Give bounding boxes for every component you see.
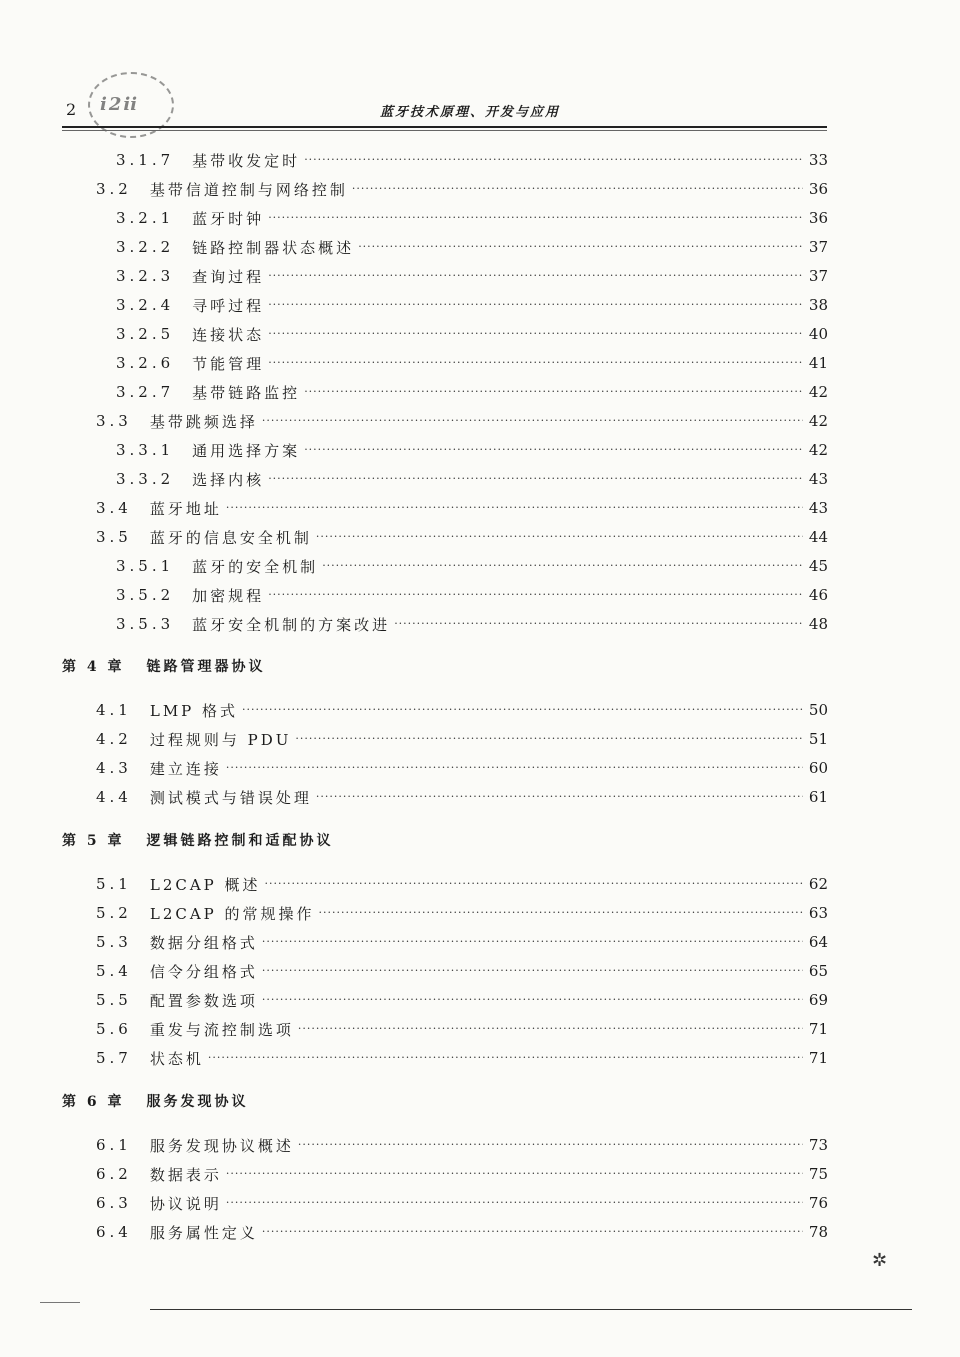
toc-entry-page: 41 bbox=[808, 354, 828, 372]
toc-entry bbox=[116, 322, 828, 346]
toc-entry-title: 状态机 bbox=[149, 1049, 204, 1068]
toc-entry-title: 节能管理 bbox=[192, 354, 265, 373]
toc-entry-title: 加密规程 bbox=[192, 586, 265, 605]
dot-leader bbox=[226, 1162, 803, 1186]
dot-leader bbox=[268, 583, 803, 607]
toc-entry bbox=[96, 409, 828, 433]
dot-leader bbox=[226, 496, 803, 520]
dot-leader bbox=[262, 930, 803, 954]
dot-leader bbox=[304, 148, 803, 172]
toc-entry-number: 3.2.3 bbox=[116, 267, 175, 285]
footer-rule bbox=[150, 1309, 912, 1310]
dot-leader bbox=[295, 727, 803, 751]
toc-entry bbox=[96, 1162, 828, 1186]
toc-entry bbox=[116, 438, 828, 462]
toc-entry-title: 配置参数选项 bbox=[149, 991, 258, 1010]
toc-entry-title: 测试模式与错误处理 bbox=[149, 788, 312, 807]
dot-leader bbox=[268, 467, 803, 491]
dot-leader bbox=[319, 901, 803, 925]
toc-entry-page: 42 bbox=[808, 383, 828, 401]
toc-entry-number: 4.3 bbox=[96, 759, 132, 777]
toc-entry-number: 3.5.3 bbox=[116, 615, 175, 633]
chapter-title: 逻辑链路控制和适配协议 bbox=[146, 833, 334, 849]
chapter-title: 链路管理器协议 bbox=[146, 659, 266, 675]
toc-entry-page: 45 bbox=[808, 557, 828, 575]
dot-leader bbox=[268, 293, 803, 317]
toc-entry-number: 5.3 bbox=[96, 933, 132, 951]
toc-entry-page: 40 bbox=[808, 325, 828, 343]
toc-entry-page: 61 bbox=[808, 788, 828, 806]
toc-entry-page: 33 bbox=[808, 151, 828, 169]
dot-leader bbox=[316, 525, 803, 549]
dot-leader bbox=[268, 322, 803, 346]
toc-entry-number: 3.1.7 bbox=[116, 151, 175, 169]
toc-entry-number: 3.2.1 bbox=[116, 209, 175, 227]
chapter-label: 第 5 章 bbox=[62, 833, 125, 849]
dot-leader bbox=[268, 264, 803, 288]
toc-entry bbox=[116, 612, 828, 636]
dot-leader bbox=[304, 438, 803, 462]
toc-entry bbox=[96, 930, 828, 954]
toc-entry-title: 基带收发定时 bbox=[192, 151, 301, 170]
toc-entry-title: 数据分组格式 bbox=[149, 933, 258, 952]
toc-entry-title: 寻呼过程 bbox=[192, 296, 265, 315]
toc-entry-page: 51 bbox=[808, 730, 828, 748]
dot-leader bbox=[226, 1191, 803, 1215]
toc-entry-page: 44 bbox=[808, 528, 828, 546]
running-header-title: 蓝牙技术原理、开发与应用 bbox=[379, 105, 560, 120]
toc-entry-page: 62 bbox=[808, 875, 828, 893]
toc-entry bbox=[116, 206, 828, 230]
toc-entry-page: 48 bbox=[808, 615, 828, 633]
library-stamp bbox=[88, 72, 174, 138]
toc-entry bbox=[116, 235, 828, 259]
dot-leader bbox=[304, 380, 803, 404]
toc-entry-page: 76 bbox=[808, 1194, 828, 1212]
toc-entry bbox=[116, 264, 828, 288]
toc-entry-title: 蓝牙安全机制的方案改进 bbox=[192, 615, 391, 634]
dot-leader bbox=[352, 177, 803, 201]
toc-entry bbox=[96, 727, 828, 751]
toc-entry-number: 3.2.5 bbox=[116, 325, 175, 343]
dot-leader bbox=[322, 554, 803, 578]
toc-entry bbox=[116, 583, 828, 607]
stamp-text: ⅰ2ⅱ bbox=[100, 94, 140, 115]
toc-entry-number: 3.3.2 bbox=[116, 470, 175, 488]
toc-entry bbox=[96, 901, 828, 925]
dot-leader bbox=[262, 959, 803, 983]
toc-entry-title: 重发与流控制选项 bbox=[149, 1020, 294, 1039]
toc-entry bbox=[116, 554, 828, 578]
dot-leader bbox=[226, 756, 803, 780]
toc-entry-page: 64 bbox=[808, 933, 828, 951]
toc-entry-number: 5.7 bbox=[96, 1049, 132, 1067]
toc-entry-page: 65 bbox=[808, 962, 828, 980]
chapter-heading bbox=[62, 830, 334, 850]
dot-leader bbox=[298, 1017, 803, 1041]
toc-entry-number: 3.3 bbox=[96, 412, 132, 430]
toc-entry-page: 43 bbox=[808, 499, 828, 517]
toc-entry-number: 3.5.2 bbox=[116, 586, 175, 604]
toc-entry-page: 37 bbox=[808, 267, 828, 285]
toc-entry-page: 43 bbox=[808, 470, 828, 488]
toc-entry-number: 3.2.4 bbox=[116, 296, 175, 314]
toc-entry-title: L2CAP 概述 bbox=[149, 875, 261, 894]
toc-entry-page: 69 bbox=[808, 991, 828, 1009]
dot-leader bbox=[358, 235, 803, 259]
toc-entry-title: 建立连接 bbox=[149, 759, 222, 778]
toc-entry bbox=[96, 1220, 828, 1244]
toc-entry bbox=[116, 293, 828, 317]
toc-entry-number: 5.2 bbox=[96, 904, 132, 922]
ink-blot-icon: ✲ bbox=[872, 1250, 888, 1271]
toc-entry-page: 63 bbox=[808, 904, 828, 922]
page-number: 2 bbox=[66, 100, 77, 119]
dot-leader bbox=[268, 351, 803, 375]
toc-entry-page: 42 bbox=[808, 441, 828, 459]
toc-entry bbox=[96, 698, 828, 722]
toc-entry-number: 5.5 bbox=[96, 991, 132, 1009]
scan-mark bbox=[40, 1302, 80, 1303]
toc-entry bbox=[96, 177, 828, 201]
dot-leader bbox=[298, 1133, 803, 1157]
toc-entry-number: 3.5.1 bbox=[116, 557, 175, 575]
toc-entry-title: 服务属性定义 bbox=[149, 1223, 258, 1242]
toc-entry-number: 3.2.7 bbox=[116, 383, 175, 401]
toc-entry-number: 3.2.2 bbox=[116, 238, 175, 256]
toc-entry-title: 过程规则与 PDU bbox=[149, 730, 292, 749]
toc-entry bbox=[116, 351, 828, 375]
toc-entry-page: 60 bbox=[808, 759, 828, 777]
toc-entry bbox=[96, 959, 828, 983]
toc-entry bbox=[96, 988, 828, 1012]
toc-entry-title: 基带信道控制与网络控制 bbox=[149, 180, 348, 199]
toc-entry-page: 36 bbox=[808, 180, 828, 198]
dot-leader bbox=[208, 1046, 803, 1070]
toc-entry-title: 选择内核 bbox=[192, 470, 265, 489]
toc-entry-number: 5.6 bbox=[96, 1020, 132, 1038]
toc-entry-title: 服务发现协议概述 bbox=[149, 1136, 294, 1155]
toc-entry-title: 通用选择方案 bbox=[192, 441, 301, 460]
toc-entry-title: 基带跳频选择 bbox=[149, 412, 258, 431]
toc-entry-title: L2CAP 的常规操作 bbox=[149, 904, 315, 923]
dot-leader bbox=[268, 206, 803, 230]
toc-entry-title: 蓝牙的安全机制 bbox=[192, 557, 319, 576]
dot-leader bbox=[242, 698, 803, 722]
toc-entry-number: 6.1 bbox=[96, 1136, 132, 1154]
toc-entry-page: 71 bbox=[808, 1020, 828, 1038]
toc-entry bbox=[96, 785, 828, 809]
toc-entry bbox=[96, 1046, 828, 1070]
toc-entry-title: 连接状态 bbox=[192, 325, 265, 344]
toc-entry-title: 链路控制器状态概述 bbox=[192, 238, 355, 257]
toc-entry-number: 3.2 bbox=[96, 180, 132, 198]
dot-leader bbox=[265, 872, 803, 896]
chapter-label: 第 6 章 bbox=[62, 1094, 125, 1110]
toc-entry-page: 38 bbox=[808, 296, 828, 314]
chapter-heading bbox=[62, 656, 266, 676]
toc-entry-title: LMP 格式 bbox=[149, 701, 239, 720]
toc-entry bbox=[96, 1017, 828, 1041]
toc-entry bbox=[96, 756, 828, 780]
toc-entry-title: 蓝牙地址 bbox=[149, 499, 222, 518]
header-rule-thin bbox=[62, 130, 827, 131]
dot-leader bbox=[394, 612, 803, 636]
toc-entry-page: 50 bbox=[808, 701, 828, 719]
toc-entry-title: 查询过程 bbox=[192, 267, 265, 286]
toc-entry-page: 37 bbox=[808, 238, 828, 256]
toc-entry-page: 75 bbox=[808, 1165, 828, 1183]
toc-entry-number: 5.4 bbox=[96, 962, 132, 980]
toc-entry bbox=[96, 1133, 828, 1157]
dot-leader bbox=[262, 988, 803, 1012]
toc-entry-title: 蓝牙时钟 bbox=[192, 209, 265, 228]
toc-entry-page: 71 bbox=[808, 1049, 828, 1067]
toc-entry-title: 基带链路监控 bbox=[192, 383, 301, 402]
toc-entry bbox=[116, 148, 828, 172]
toc-entry bbox=[96, 1191, 828, 1215]
toc-entry bbox=[96, 872, 828, 896]
toc-entry-title: 数据表示 bbox=[149, 1165, 222, 1184]
dot-leader bbox=[262, 1220, 803, 1244]
toc-entry-title: 信令分组格式 bbox=[149, 962, 258, 981]
dot-leader bbox=[316, 785, 803, 809]
toc-entry-number: 3.3.1 bbox=[116, 441, 175, 459]
header-rule bbox=[62, 126, 827, 128]
toc-entry bbox=[116, 467, 828, 491]
chapter-label: 第 4 章 bbox=[62, 659, 125, 675]
toc-entry-number: 6.2 bbox=[96, 1165, 132, 1183]
toc-entry-number: 4.4 bbox=[96, 788, 132, 806]
toc-entry-page: 73 bbox=[808, 1136, 828, 1154]
toc-entry-title: 蓝牙的信息安全机制 bbox=[149, 528, 312, 547]
toc-entry-number: 4.2 bbox=[96, 730, 132, 748]
chapter-heading bbox=[62, 1091, 249, 1111]
toc-entry-number: 6.3 bbox=[96, 1194, 132, 1212]
chapter-title: 服务发现协议 bbox=[146, 1094, 249, 1110]
toc-entry-page: 46 bbox=[808, 586, 828, 604]
toc-entry-page: 78 bbox=[808, 1223, 828, 1241]
toc-entry bbox=[96, 525, 828, 549]
toc-entry-number: 5.1 bbox=[96, 875, 132, 893]
toc-entry-page: 36 bbox=[808, 209, 828, 227]
toc-entry-title: 协议说明 bbox=[149, 1194, 222, 1213]
toc-entry-number: 3.5 bbox=[96, 528, 132, 546]
toc-entry-number: 3.4 bbox=[96, 499, 132, 517]
toc-entry bbox=[116, 380, 828, 404]
toc-entry-number: 4.1 bbox=[96, 701, 132, 719]
toc-entry-number: 6.4 bbox=[96, 1223, 132, 1241]
toc-entry-number: 3.2.6 bbox=[116, 354, 175, 372]
dot-leader bbox=[262, 409, 803, 433]
toc-entry-page: 42 bbox=[808, 412, 828, 430]
toc-entry bbox=[96, 496, 828, 520]
